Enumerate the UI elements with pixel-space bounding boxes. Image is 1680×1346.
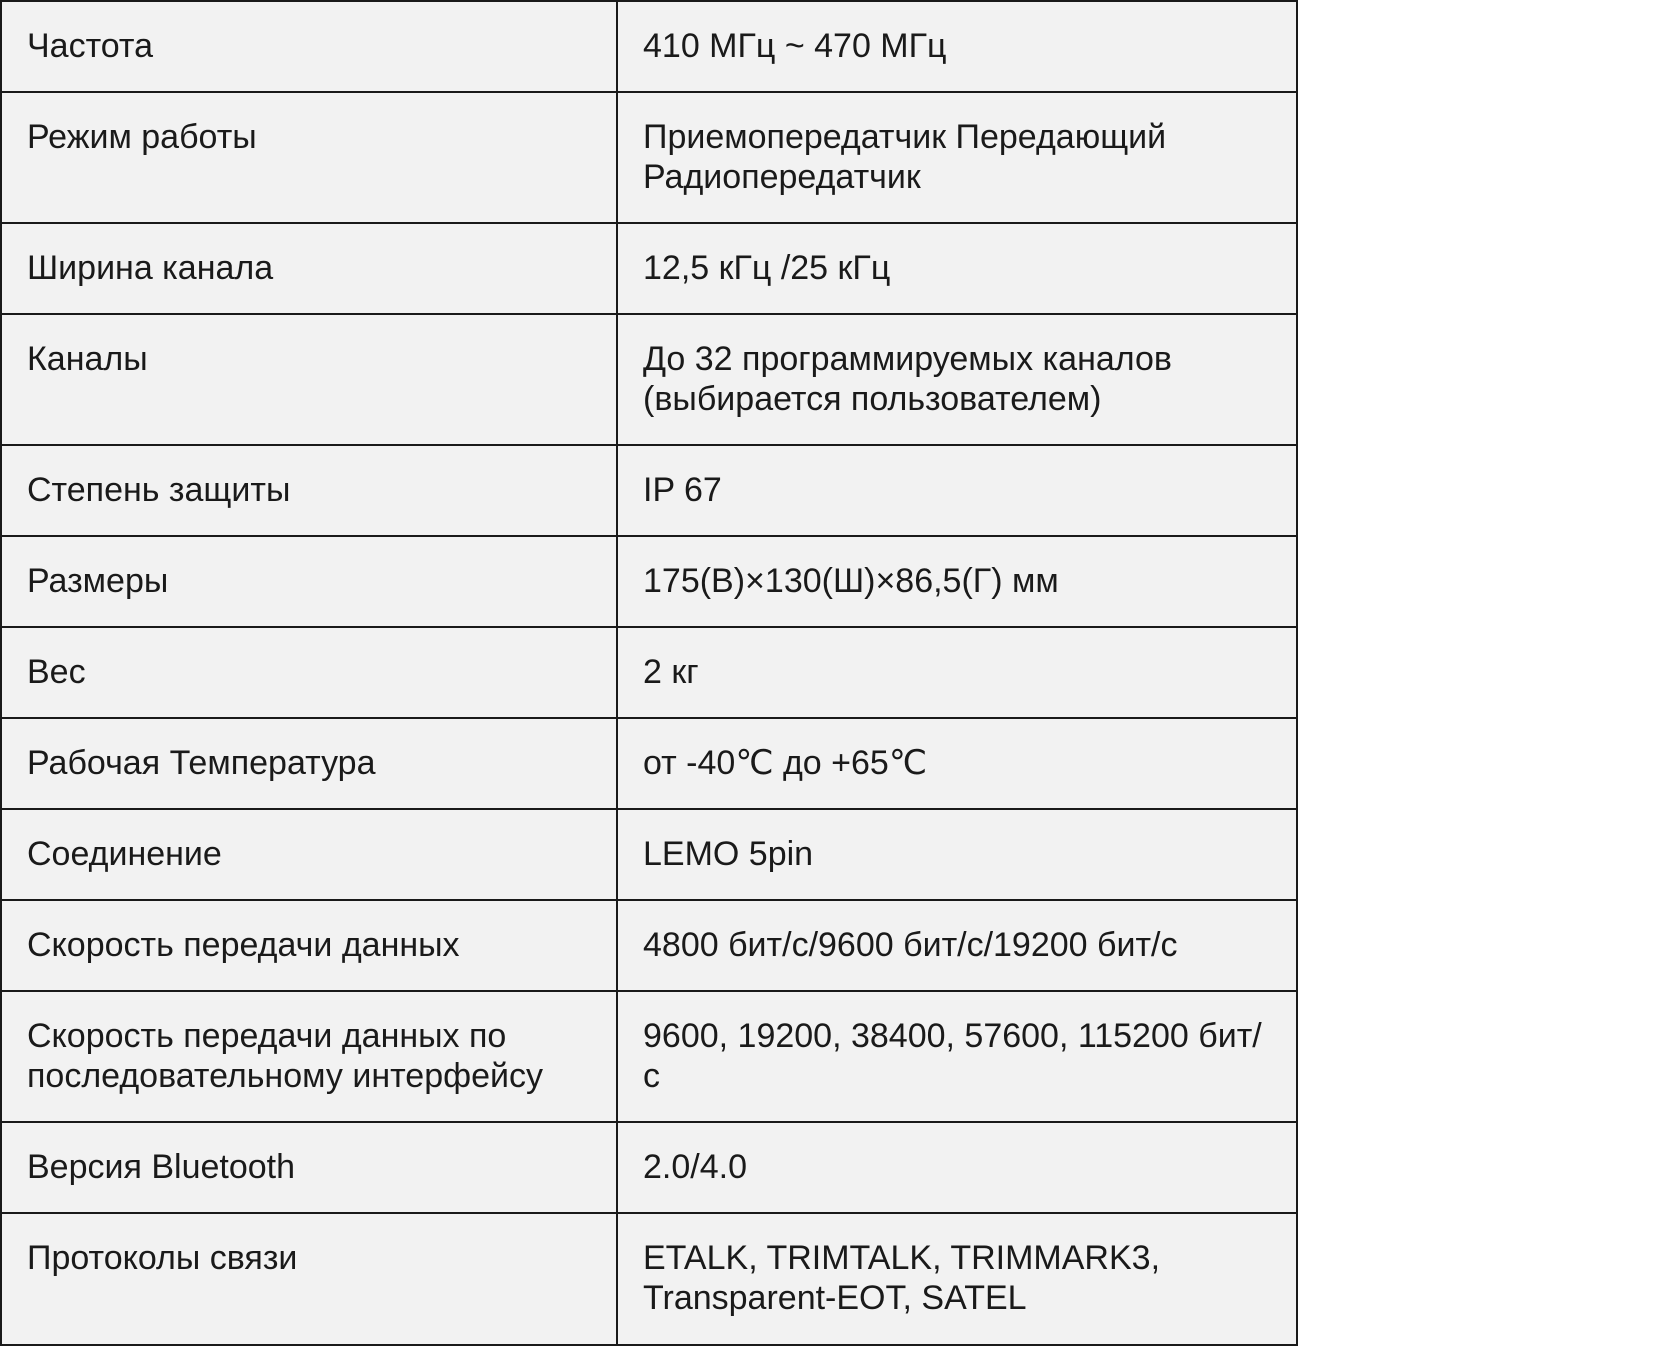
spec-name: Скорость передачи данных по последовательному интерфейсу: [1, 991, 617, 1122]
spec-name: Вес: [1, 627, 617, 718]
spec-value: 2.0/4.0: [617, 1122, 1297, 1213]
spec-name: Степень защиты: [1, 445, 617, 536]
table-row: [1, 718, 1297, 809]
spec-name: Частота: [1, 1, 617, 92]
spec-value: 410 МГц ~ 470 МГц: [617, 1, 1297, 92]
table-row: [1, 223, 1297, 314]
spec-value: Приемопередатчик Передающий Радиопередатчик: [617, 92, 1297, 223]
spec-name: Режим работы: [1, 92, 617, 223]
table-row: [1, 92, 1297, 223]
table-row: [1, 1213, 1297, 1345]
spec-name: Каналы: [1, 314, 617, 445]
spec-value: IP 67: [617, 445, 1297, 536]
table-row: [1, 314, 1297, 445]
spec-value: 175(В)×130(Ш)×86,5(Г) мм: [617, 536, 1297, 627]
spec-value: 2 кг: [617, 627, 1297, 718]
spec-value: До 32 программируемых каналов (выбирается пользователем): [617, 314, 1297, 445]
spec-value: 4800 бит/с/9600 бит/с/19200 бит/с: [617, 900, 1297, 991]
table-row: [1, 991, 1297, 1122]
spec-name: Размеры: [1, 536, 617, 627]
spec-name: Скорость передачи данных: [1, 900, 617, 991]
table-row: [1, 809, 1297, 900]
spec-name: Версия Bluetooth: [1, 1122, 617, 1213]
table-row: [1, 445, 1297, 536]
spec-value: 9600, 19200, 38400, 57600, 115200 бит/с: [617, 991, 1297, 1122]
spec-value: 12,5 кГц /25 кГц: [617, 223, 1297, 314]
spec-name: Ширина канала: [1, 223, 617, 314]
spec-name: Протоколы связи: [1, 1213, 617, 1345]
table-row: [1, 627, 1297, 718]
spec-value: ETALK, TRIMTALK, TRIMMARK3, Transparent-EOT, SATEL: [617, 1213, 1297, 1345]
table-row: [1, 900, 1297, 991]
spec-value: от -40℃ до +65℃: [617, 718, 1297, 809]
table-row: [1, 1122, 1297, 1213]
spec-name: Соединение: [1, 809, 617, 900]
spec-value: LEMO 5pin: [617, 809, 1297, 900]
table-row: [1, 1, 1297, 92]
table-row: [1, 536, 1297, 627]
spec-name: Рабочая Температура: [1, 718, 617, 809]
